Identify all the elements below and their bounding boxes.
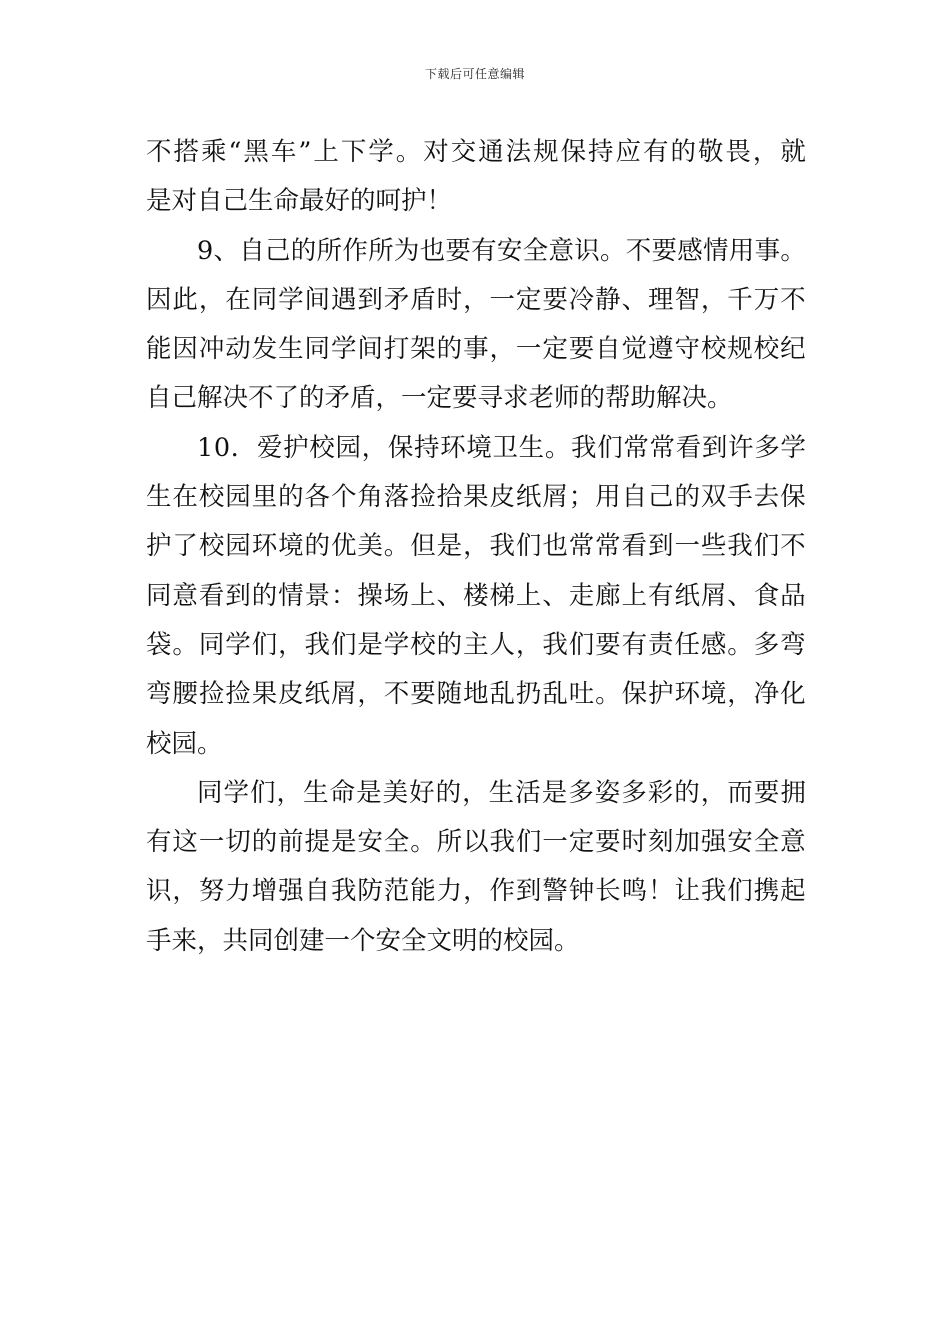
text-line: 识 ， 努 力 增 强 自 我 防 范 能 力 ， 作 到 警 钟 长 鸣 ！ 让 我 们 携 起: [146, 876, 806, 907]
text-line: 是对自己生命最好的呵护！: [146, 186, 453, 217]
text-line: 9 、 自 己 的 所 作 所 为 也 要 有 安 全 意 识 。 不 要 感 情 用 事 。: [197, 235, 806, 266]
text-line: 校园。: [146, 728, 223, 759]
body-text: [146, 128, 806, 966]
text-line: 不 搭 乘 “ 黑 车 ” 上 下 学 。 对 交 通 法 规 保 持 应 有 的 敬 畏 ， 就: [146, 137, 806, 167]
text-line: 生 在 校 园 里 的 各 个 角 落 捡 拾 果 皮 纸 屑 ； 用 自 己 的 双 手 去 保: [146, 482, 806, 513]
text-line: 因 此 ， 在 同 学 间 遇 到 矛 盾 时 ， 一 定 要 冷 静 、 理 智 ， 千 万 不: [146, 284, 806, 315]
text-line: 弯 腰 捡 捡 果 皮 纸 屑 ， 不 要 随 地 乱 扔 乱 吐 。 保 护 环 境 ， 净 化: [146, 679, 806, 710]
text-line: 手来，共同创建一个安全文明的校园。: [146, 925, 580, 956]
text-line: 自己解决不了的矛盾，一定要寻求老师的帮助解决。: [146, 383, 733, 414]
text-line: 护 了 校 园 环 境 的 优 美 。 但 是 ， 我 们 也 常 常 看 到 一 些 我 们 不: [146, 531, 806, 562]
text-line: 同 意 看 到 的 情 景 ： 操 场 上 、 楼 梯 上 、 走 廊 上 有 纸 屑 、 食 品: [146, 580, 806, 611]
text-line: 能 因 冲 动 发 生 同 学 间 打 架 的 事 ， 一 定 要 自 觉 遵 守 校 规 校 纪: [146, 334, 806, 365]
page-header: 下载后可任意编辑: [424, 67, 525, 81]
text-line: 有 这 一 切 的 前 提 是 安 全 。 所 以 我 们 一 定 要 时 刻 加 强 安 全 意: [146, 827, 806, 858]
text-line: 同 学 们 ， 生 命 是 美 好 的 ， 生 活 是 多 姿 多 彩 的 ， 而 要 拥: [197, 777, 806, 808]
text-line: 1 0 ． 爱 护 校 园 ， 保 持 环 境 卫 生 。 我 们 常 常 看 到 许 多 学: [197, 432, 806, 463]
text-line: 袋 。 同 学 们 ， 我 们 是 学 校 的 主 人 ， 我 们 要 有 责 任 感 。 多 弯: [146, 629, 806, 660]
